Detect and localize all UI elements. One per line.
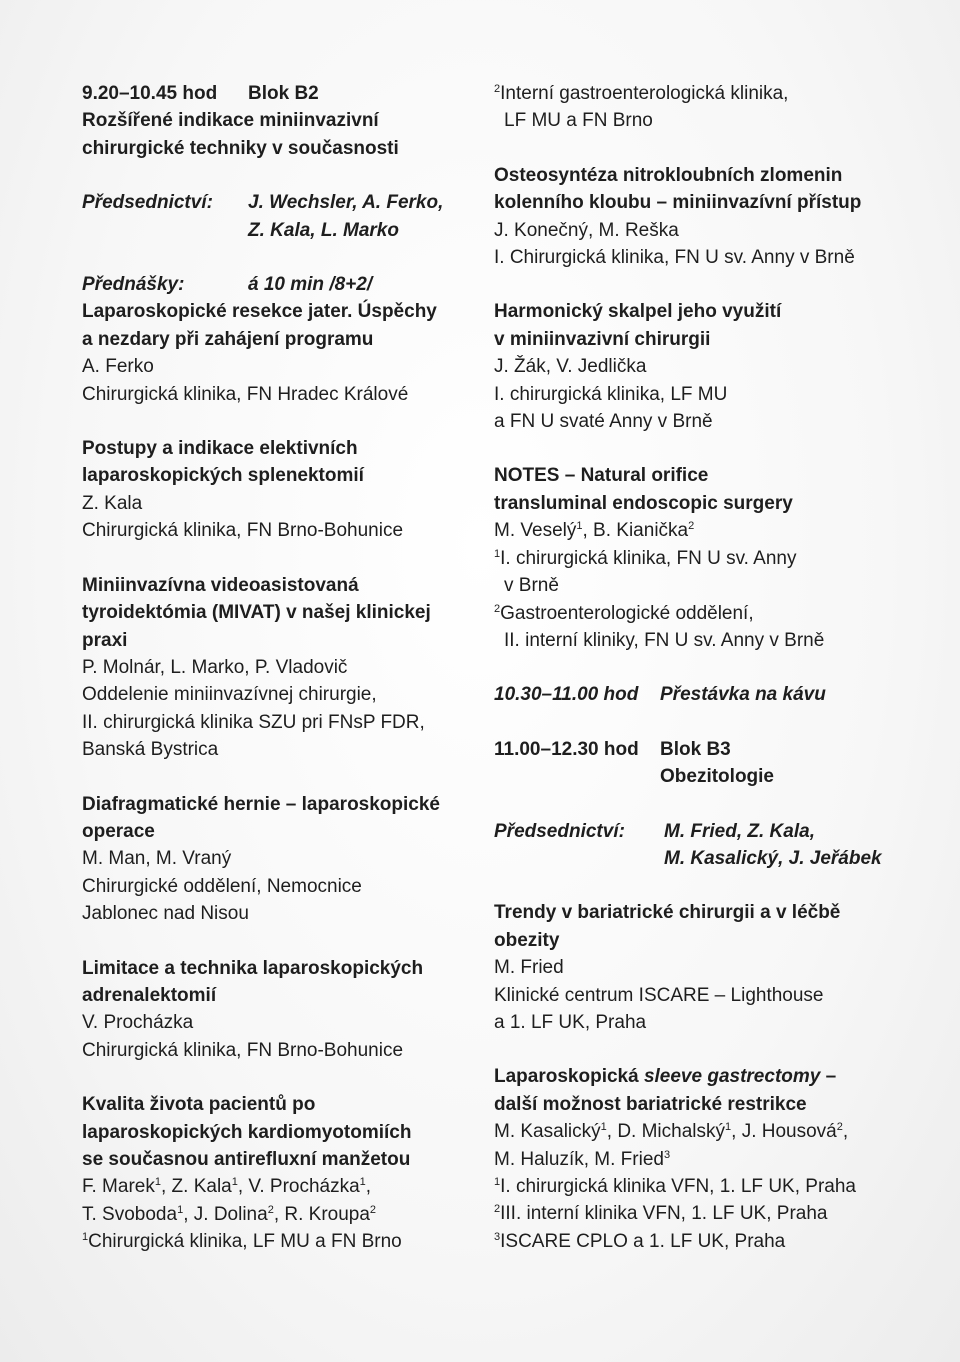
superscript: 1 [600, 1121, 607, 1134]
talk-item [82, 435, 482, 545]
block-b3-time: 11.00–12.30 hod [494, 738, 639, 760]
talk-title: Limitace a technika laparoskopických [82, 957, 424, 979]
talk-authors: J. Konečný, M. Reška [494, 219, 679, 241]
lectures-label: Přednášky: [82, 274, 185, 296]
superscript: 1 [494, 1176, 501, 1188]
talk-title: kolenního kloubu – miniinvazívní přístup [494, 192, 862, 214]
author-separator: , [842, 1121, 849, 1143]
superscript: 2 [688, 520, 695, 533]
talk-notes [494, 462, 894, 654]
left-talk-list [82, 298, 482, 1064]
author: , R. Kroupa [273, 1203, 370, 1225]
talk-affiliation [494, 1228, 894, 1255]
talk-authors: Z. Kala [82, 492, 143, 514]
affiliation: Chirurgická klinika, LF MU a FN Brno [88, 1231, 402, 1253]
talk-affiliation [494, 600, 894, 627]
chair-label: Předsednictví: [494, 820, 625, 842]
superscript: 2 [494, 83, 501, 95]
talk-title: Diafragmatické hernie – laparoskopické [82, 793, 440, 815]
talk-authors [494, 1146, 894, 1173]
author: , J. Housová [731, 1121, 837, 1143]
talk-affiliation: II. chirurgická klinika SZU pri FNsP FDR, [82, 711, 425, 733]
talk-item [494, 298, 894, 435]
affiliation: III. interní klinika VFN, 1. LF UK, Praha [500, 1203, 828, 1225]
coffee-break [494, 681, 894, 708]
break-label: Přestávka na kávu [660, 684, 826, 706]
talk-authors [494, 517, 894, 544]
block-b2-time: 9.20–10.45 hod [82, 83, 218, 104]
affiliation-line [494, 80, 894, 107]
talk-authors: M. Man, M. Vraný [82, 848, 232, 870]
title-italic-part: sleeve gastrectomy [643, 1066, 821, 1088]
superscript: 2 [494, 602, 501, 615]
talk-title: praxi [82, 629, 128, 651]
affiliation-line: LF MU a FN Brno [504, 110, 653, 132]
chair-row-2 [82, 217, 482, 244]
talk-affiliation: Jablonec nad Nisou [82, 903, 249, 925]
talk-title: transluminal endoscopic surgery [494, 492, 793, 514]
talk-item [82, 791, 482, 928]
talk-title: Miniinvazívna videoasistovaná [82, 574, 359, 596]
superscript: 1 [177, 1203, 184, 1216]
talk-trendy [494, 899, 894, 1036]
author: M. Veselý [494, 520, 577, 542]
superscript: 1 [494, 547, 501, 560]
talk-authors: V. Procházka [82, 1012, 194, 1034]
talk-sleeve [494, 1063, 894, 1255]
talk-title: adrenalektomií [82, 984, 217, 1006]
talk-title: Trendy v bariatrické chirurgii a v léčbě [494, 902, 841, 924]
talk-affiliation: II. interní kliniky, FN U sv. Anny v Brně [504, 629, 825, 651]
talk-title: další možnost bariatrické restrikce [494, 1093, 807, 1115]
talk-affiliation: Oddelenie miniinvazívnej chirurgie, [82, 684, 377, 706]
superscript: 2 [494, 1203, 501, 1216]
left-column [82, 80, 482, 1283]
talk-affiliation: Chirurgická klinika, FN Brno-Bohunice [82, 1039, 404, 1061]
talk-title: Osteosyntéza nitrokloubních zlomenin [494, 164, 843, 186]
author: , Z. Kala [160, 1176, 232, 1198]
chair-spacer [82, 217, 248, 244]
block-b3-title: Obezitologie [660, 766, 774, 788]
talk-item [82, 955, 482, 1065]
chair-row-2 [494, 845, 894, 872]
talk-title [494, 1063, 894, 1090]
talk-title: obezity [494, 929, 560, 951]
block-b3-title-row [494, 763, 894, 790]
block-b2-title-2: chirurgické techniky v současnosti [82, 137, 399, 159]
title-part: – [820, 1066, 837, 1088]
block-b2-title-1: Rozšířené indikace miniinvazivní [82, 110, 379, 132]
chair-names-2: M. Kasalický, J. Jeřábek [664, 847, 882, 869]
affiliation: Interní gastroenterologická klinika, [500, 83, 789, 104]
talk-title: tyroidektómia (MIVAT) v našej klinickej [82, 602, 431, 624]
talk-authors [494, 1118, 894, 1145]
superscript: 1 [576, 520, 583, 533]
block-b3-header [494, 736, 894, 791]
talk-affiliation [494, 1200, 894, 1227]
block-b2-header [82, 80, 482, 162]
chair-spacer [494, 845, 664, 872]
block-b3-spacer [494, 763, 660, 790]
talk-affiliation: Chirurgické oddělení, Nemocnice [82, 875, 362, 897]
talk-title: a nezdary při zahájení programu [82, 328, 374, 350]
author: M. Haluzík, M. Fried [494, 1148, 664, 1170]
lectures-row [82, 271, 482, 298]
right-column [494, 80, 894, 1282]
chair-names-1: M. Fried, Z. Kala, [664, 820, 815, 842]
superscript: 2 [836, 1121, 843, 1134]
chair-label: Předsednictví: [82, 192, 213, 214]
talk-kvalita [82, 1091, 482, 1255]
talk-affiliation: a FN U svaté Anny v Brně [494, 411, 713, 433]
talk-affiliation: v Brně [504, 575, 559, 597]
talk-authors [82, 1173, 482, 1200]
affiliation: Gastroenterologické oddělení, [500, 602, 754, 624]
superscript: 1 [231, 1176, 238, 1189]
talk-title: operace [82, 820, 155, 842]
author: , J. Dolina [183, 1203, 268, 1225]
chair-row-1 [82, 189, 482, 216]
superscript: 2 [267, 1203, 274, 1216]
talk-title: Kvalita života pacientů po [82, 1094, 316, 1116]
talk-authors: A. Ferko [82, 356, 154, 378]
block-b3-time-row [494, 736, 894, 763]
author: , D. Michalský [606, 1121, 726, 1143]
superscript: 1 [359, 1176, 366, 1189]
talk-title: Postupy a indikace elektivních [82, 438, 358, 460]
break-time: 10.30–11.00 hod [494, 684, 639, 706]
superscript: 1 [82, 1231, 89, 1244]
lectures-time: á 10 min /8+2/ [248, 274, 373, 296]
affiliation: I. chirurgická klinika, FN U sv. Anny [500, 547, 797, 569]
talk-title: Harmonický skalpel jeho využití [494, 301, 782, 323]
talk-authors: P. Molnár, L. Marko, P. Vladovič [82, 656, 348, 678]
author: , V. Procházka [237, 1176, 360, 1198]
superscript: 2 [369, 1203, 377, 1216]
talk-authors: M. Fried [494, 957, 564, 979]
talk-title: v miniinvazivní chirurgii [494, 328, 711, 350]
talk-affiliation: Banská Bystrica [82, 739, 219, 761]
block-b2-time-row [82, 80, 482, 107]
talk-affiliation: I. chirurgická klinika, LF MU [494, 383, 728, 405]
talk-affiliation: Chirurgická klinika, FN Brno-Bohunice [82, 520, 404, 542]
block-b3-chair [494, 818, 894, 873]
talk-title: laparoskopických kardiomyotomiích [82, 1121, 412, 1143]
talk-title: Laparoskopické resekce jater. Úspěchy [82, 301, 437, 323]
affiliation: ISCARE CPLO a 1. LF UK, Praha [500, 1230, 786, 1252]
author: F. Marek [82, 1176, 155, 1198]
author-separator: , [365, 1176, 372, 1198]
block-b3-label: Blok B3 [660, 738, 731, 760]
talk-authors [82, 1201, 482, 1228]
superscript: 3 [494, 1230, 501, 1243]
talk-affiliation [494, 1173, 894, 1200]
talk-affiliation [82, 1228, 482, 1255]
author: T. Svoboda [82, 1203, 178, 1225]
talk-title: NOTES – Natural orifice [494, 465, 709, 487]
author: M. Kasalický [494, 1121, 601, 1143]
chair-row-1 [494, 818, 894, 845]
talk-item [82, 298, 482, 408]
superscript: 1 [154, 1176, 161, 1189]
talk-authors: J. Žák, V. Jedlička [494, 356, 647, 378]
block-b2-chair [82, 189, 482, 244]
chair-names-2: Z. Kala, L. Marko [248, 219, 399, 241]
talk-affiliation: I. Chirurgická klinika, FN U sv. Anny v Brně [494, 247, 855, 269]
talk-affiliation: Klinické centrum ISCARE – Lighthouse [494, 984, 824, 1006]
talk-item [494, 162, 894, 272]
continued-affiliation [494, 80, 894, 135]
talk-item [82, 572, 482, 764]
superscript: 3 [663, 1148, 671, 1161]
talk-affiliation [494, 545, 894, 572]
talk-title: se současnou antirefluxní manžetou [82, 1149, 411, 1170]
right-talk-list [494, 162, 894, 436]
talk-title: laparoskopických splenektomií [82, 465, 364, 487]
author: , B. Kianička [582, 520, 689, 542]
superscript: 1 [725, 1121, 732, 1134]
talk-affiliation: a 1. LF UK, Praha [494, 1011, 647, 1033]
talk-affiliation: Chirurgická klinika, FN Hradec Králové [82, 383, 409, 405]
affiliation: I. chirurgická klinika VFN, 1. LF UK, Praha [500, 1176, 856, 1197]
title-part: Laparoskopická [494, 1066, 644, 1088]
chair-names-1: J. Wechsler, A. Ferko, [248, 192, 444, 214]
block-b2-label: Blok B2 [248, 83, 319, 104]
